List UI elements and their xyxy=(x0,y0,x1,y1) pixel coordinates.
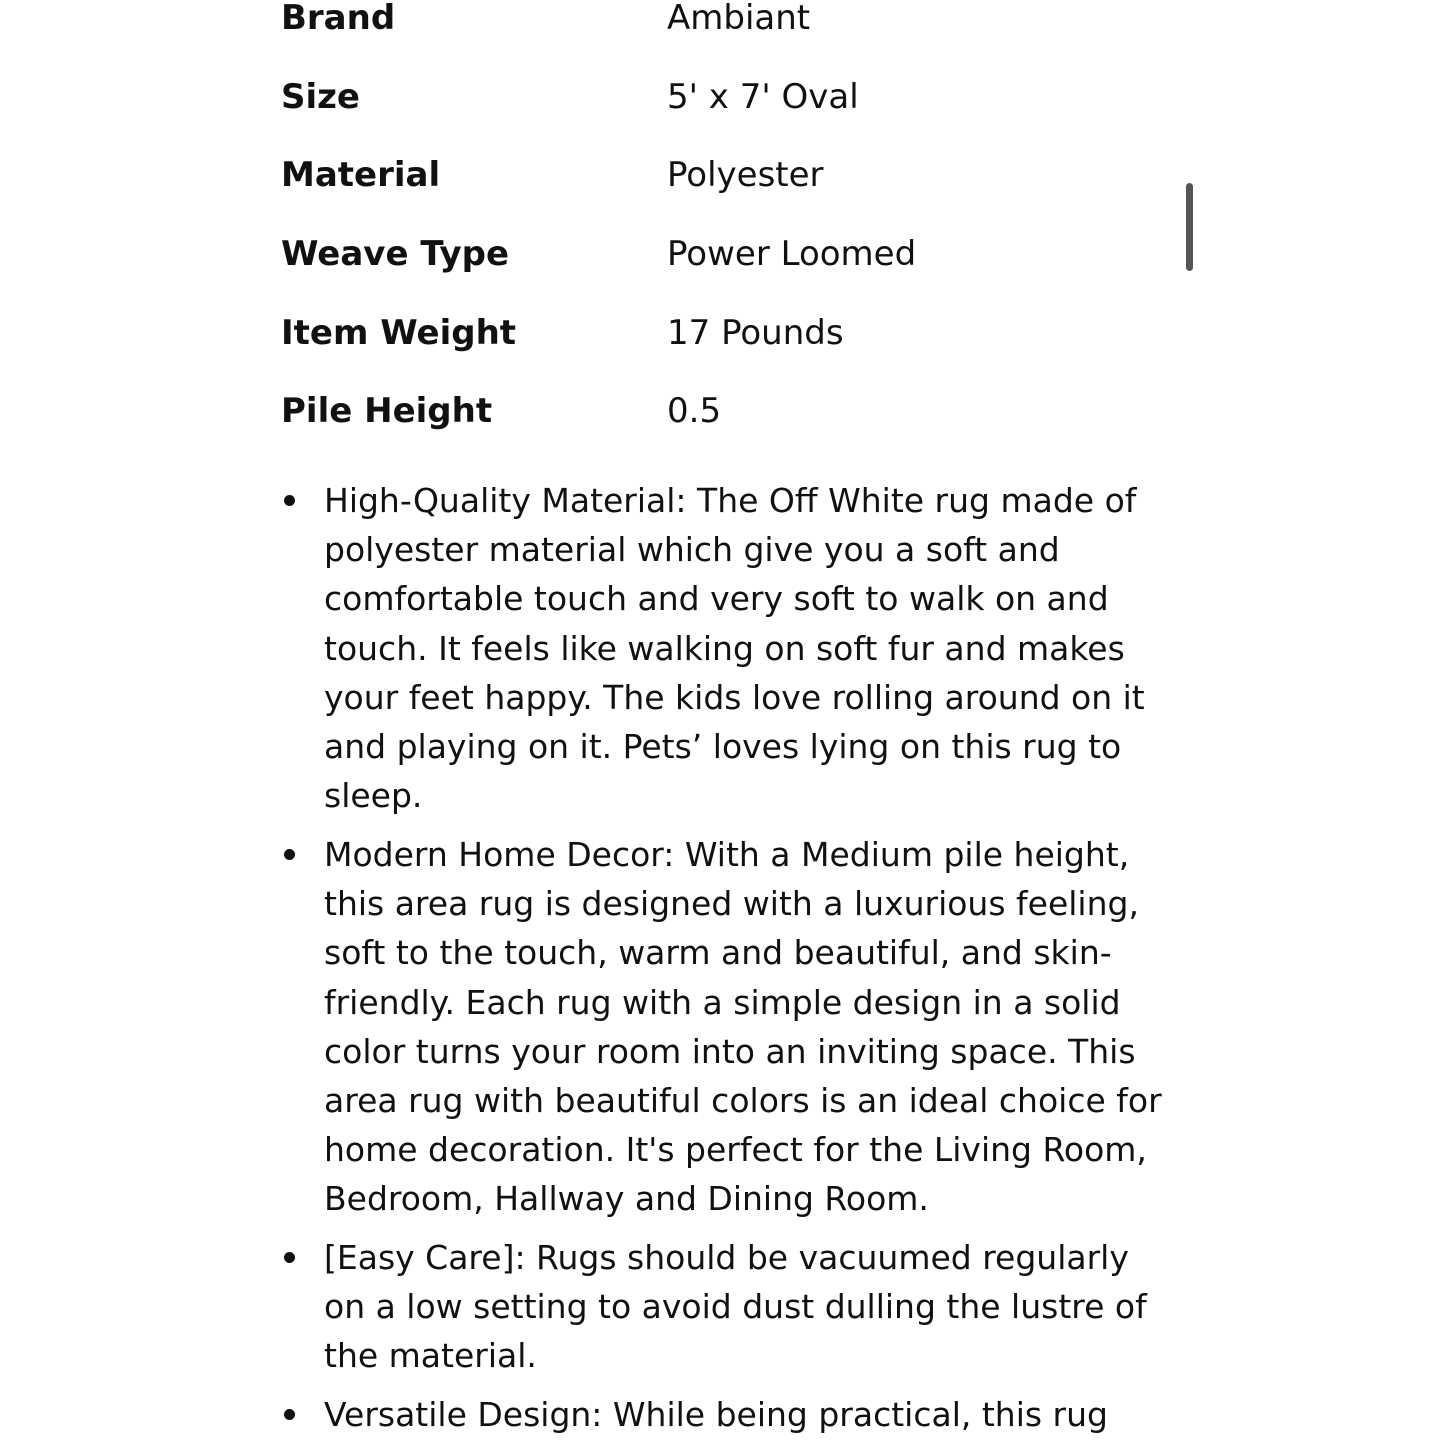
about-this-item-list xyxy=(281,476,1171,1445)
spec-row-material xyxy=(281,136,1161,215)
spec-value: 17 Pounds xyxy=(667,312,844,353)
spec-value: Ambiant xyxy=(667,0,811,39)
bullet-icon xyxy=(284,1252,295,1263)
bullet-text: [Easy Care]: Rugs should be vacuumed regularly on a low setting to avoid dust dulling the lustre of the material. xyxy=(324,1238,1147,1376)
spec-row-pile-height xyxy=(281,372,1161,451)
list-item xyxy=(281,1233,1171,1381)
spec-value: Polyester xyxy=(667,155,824,196)
spec-label: Pile Height xyxy=(281,391,493,432)
spec-label: Size xyxy=(281,76,360,117)
spec-label: Brand xyxy=(281,0,396,39)
bullet-icon xyxy=(284,495,295,506)
spec-value: 0.5 xyxy=(667,391,722,432)
bullet-text: Versatile Design: While being practical, this rug xyxy=(324,1395,1108,1435)
list-item xyxy=(281,1390,1171,1439)
spec-row-item-weight xyxy=(281,293,1161,372)
spec-label: Item Weight xyxy=(281,312,517,353)
spec-row-size xyxy=(281,58,1161,137)
bullet-icon xyxy=(284,1409,295,1420)
spec-label: Material xyxy=(281,155,441,196)
spec-row-weave-type xyxy=(281,215,1161,294)
list-item xyxy=(281,830,1171,1224)
product-specs-table xyxy=(281,0,1161,451)
spec-value: Power Loomed xyxy=(667,234,917,275)
spec-value: 5' x 7' Oval xyxy=(667,76,859,117)
spec-row-brand xyxy=(281,0,1161,58)
list-item xyxy=(281,476,1171,820)
scrollbar-thumb[interactable] xyxy=(1186,183,1193,271)
spec-label: Weave Type xyxy=(281,234,510,275)
bullet-icon xyxy=(284,849,295,860)
bullet-text: Modern Home Decor: With a Medium pile height, this area rug is designed with a luxurious feeling, soft to the touch, warm and beautiful, and skin-friendly. Each rug with a simple design in a solid color turns your room into an inviting space. This area rug with beautiful colors is an ideal choice for home decoration. It's perfect for the Living Room, Bedroom, Hallway and Dining Room. xyxy=(324,834,1162,1219)
bullet-text: High-Quality Material: The Off White rug made of polyester material which give you a soft and comfortable touch and very soft to walk on and touch. It feels like walking on soft fur and makes your feet happy. The kids love rolling around on it and playing on it. Pets’ loves lying on this rug to sleep. xyxy=(324,481,1145,816)
